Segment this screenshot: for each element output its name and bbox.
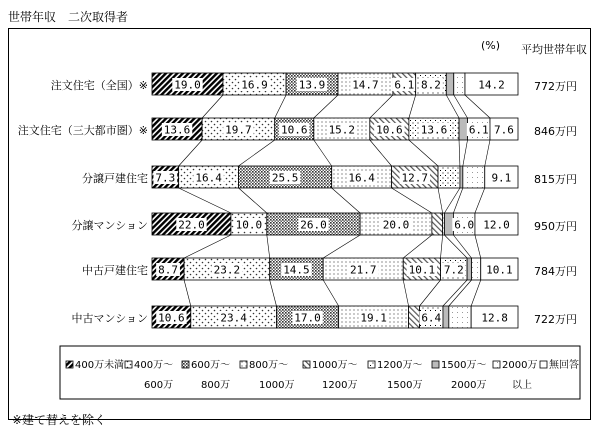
connector-line xyxy=(179,188,231,213)
average-income-value: 722万円 xyxy=(534,313,577,326)
connector-line xyxy=(465,95,490,118)
connector-line xyxy=(323,235,360,258)
data-label: 10.6 xyxy=(376,123,403,137)
connector-line xyxy=(267,235,270,258)
legend-swatch xyxy=(240,361,247,368)
connector-line xyxy=(239,188,267,213)
connector-line xyxy=(475,188,485,213)
average-income-value: 815万円 xyxy=(534,173,577,186)
legend-label: 1200万～ xyxy=(377,360,423,371)
legend-box xyxy=(60,346,580,399)
average-income-value: 846万円 xyxy=(534,125,577,138)
legend-swatch xyxy=(125,361,132,368)
data-label: 20.0 xyxy=(382,218,410,232)
legend-label-line2: 1200万 xyxy=(322,380,358,391)
connector-line xyxy=(184,280,191,306)
data-label: 12.0 xyxy=(483,218,510,232)
bar-segment xyxy=(432,213,443,235)
legend-swatch xyxy=(66,361,73,368)
data-label: 12.7 xyxy=(401,171,429,185)
bar-segment xyxy=(409,306,420,328)
legend-swatch xyxy=(303,361,310,368)
data-label: 8.7 xyxy=(158,263,178,277)
category-label: 分譲戸建住宅 xyxy=(82,172,148,185)
data-label: 10.6 xyxy=(158,311,185,325)
connector-line xyxy=(441,235,443,258)
connector-line xyxy=(463,140,468,166)
connector-line xyxy=(202,95,223,118)
data-label: 14.7 xyxy=(352,78,379,92)
category-label: 中古戸建住宅 xyxy=(82,264,148,277)
data-label: 6.4 xyxy=(421,311,442,325)
bar-segment xyxy=(472,258,481,280)
connector-line xyxy=(475,235,481,258)
data-label: 14.2 xyxy=(478,78,505,92)
connector-line xyxy=(409,95,416,118)
legend-label: 800万～ xyxy=(249,360,289,371)
average-income-header: 平均世帯年収 xyxy=(521,43,587,56)
chart-title: 世帯年収 二次取得者 xyxy=(8,10,129,24)
average-income-value: 784万円 xyxy=(534,265,577,278)
data-label: 7.2 xyxy=(443,263,464,277)
data-label: 23.2 xyxy=(213,263,241,277)
data-label: 10.6 xyxy=(281,123,308,137)
data-label: 26.0 xyxy=(300,218,327,232)
connector-line xyxy=(275,95,286,118)
connector-line xyxy=(323,280,338,306)
bar-segment xyxy=(446,73,453,95)
data-label: 10.1 xyxy=(408,263,436,277)
data-label: 10.0 xyxy=(235,218,263,232)
connector-line xyxy=(370,95,393,118)
data-label: 6.1 xyxy=(468,123,489,137)
connector-line xyxy=(420,280,441,306)
connector-line xyxy=(443,280,467,306)
data-label: 16.4 xyxy=(195,171,222,185)
data-label: 19.0 xyxy=(174,78,201,92)
bar-segment xyxy=(459,118,467,140)
legend-label-line2: 以上 xyxy=(512,380,532,391)
connector-line xyxy=(444,188,459,213)
connector-line xyxy=(184,235,231,258)
bar-segment xyxy=(463,166,485,188)
data-label: 14.5 xyxy=(283,263,310,277)
data-label: 16.4 xyxy=(348,171,375,185)
connector-line xyxy=(485,140,490,166)
connector-line xyxy=(409,140,438,166)
bar-segment xyxy=(449,306,471,328)
legend-label-line2: 1000万 xyxy=(259,380,295,391)
data-label: 6.0 xyxy=(454,218,475,232)
connector-line xyxy=(446,95,459,118)
bar-segment xyxy=(438,166,460,188)
bar-segment xyxy=(460,166,463,188)
bar-segment xyxy=(443,306,449,328)
data-label: 25.5 xyxy=(271,171,299,185)
data-label: 21.7 xyxy=(349,263,377,277)
connector-line xyxy=(403,235,432,258)
legend-swatch xyxy=(182,361,189,368)
connector-line xyxy=(179,140,202,166)
data-label: 17.0 xyxy=(294,311,321,325)
connector-line xyxy=(314,140,332,166)
data-label: 19.7 xyxy=(225,123,252,137)
connector-line xyxy=(471,280,481,306)
legend-label: 1500万～ xyxy=(441,360,487,371)
data-label: 7.3 xyxy=(155,171,176,185)
legend-swatch xyxy=(368,361,375,368)
data-label: 16.9 xyxy=(241,78,268,92)
connector-line xyxy=(270,280,277,306)
category-label: 分譲マンション xyxy=(71,219,148,232)
data-label: 7.6 xyxy=(494,123,514,137)
connector-line xyxy=(453,188,462,213)
connector-line xyxy=(459,140,460,166)
legend-swatch xyxy=(432,361,439,368)
legend-label: 無回答 xyxy=(549,360,579,371)
connector-line xyxy=(454,95,468,118)
category-label: 中古マンション xyxy=(71,312,148,325)
average-income-value: 950万円 xyxy=(534,220,577,233)
legend-label-line2: 600万 xyxy=(144,380,174,391)
connector-line xyxy=(370,140,392,166)
data-label: 13.9 xyxy=(298,78,326,92)
data-label: 12.8 xyxy=(481,311,508,325)
data-label: 13.6 xyxy=(420,123,448,137)
legend-label-line2: 2000万 xyxy=(451,380,487,391)
legend-swatch xyxy=(493,361,500,368)
unit-label: (%) xyxy=(481,39,501,52)
connector-line xyxy=(403,280,408,306)
data-label: 23.4 xyxy=(220,311,247,325)
legend-label: 400万未満 xyxy=(75,360,125,371)
connector-line xyxy=(314,95,338,118)
footnote: ※建て替えを除く xyxy=(12,413,107,427)
legend-label: 1000万～ xyxy=(312,360,358,371)
connector-line xyxy=(392,188,432,213)
legend-label: 400万～ xyxy=(134,360,174,371)
data-label: 19.1 xyxy=(360,311,387,325)
bar-segment xyxy=(454,73,465,95)
bar-segment xyxy=(444,213,453,235)
data-label: 13.6 xyxy=(163,123,191,137)
legend-label-line2: 1500万 xyxy=(387,380,423,391)
data-label: 22.0 xyxy=(178,218,205,232)
legend-swatch xyxy=(540,361,547,368)
connector-line xyxy=(449,280,472,306)
legend-label: 600万～ xyxy=(191,360,231,371)
category-label: 注文住宅（三大都市圏）※ xyxy=(17,124,148,137)
data-label: 8.2 xyxy=(421,78,441,92)
connector-line xyxy=(438,188,443,213)
data-label: 10.1 xyxy=(486,263,513,277)
legend-label: 2000万 xyxy=(502,360,538,371)
average-income-value: 772万円 xyxy=(534,80,577,93)
connector-line xyxy=(239,140,275,166)
connector-line xyxy=(332,188,360,213)
data-label: 15.2 xyxy=(328,123,356,137)
category-label: 注文住宅（全国）※ xyxy=(50,79,148,92)
data-label: 9.1 xyxy=(491,171,512,185)
data-label: 6.1 xyxy=(394,78,415,92)
legend-label-line2: 800万 xyxy=(201,380,231,391)
bar-segment xyxy=(467,258,471,280)
